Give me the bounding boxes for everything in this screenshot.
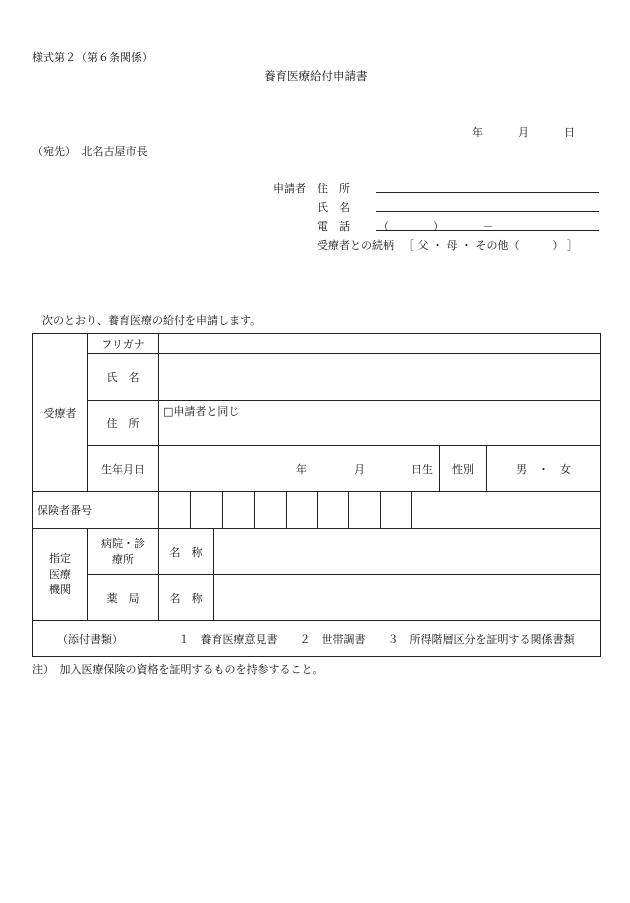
insurer-number-field[interactable] [159, 492, 601, 529]
birthdate-label: 生年月日 [88, 446, 159, 492]
hospital-name-label: 名 称 [159, 529, 214, 575]
attachments-label: （添付書類） [57, 632, 123, 646]
addressee: （宛先） 北名古屋市長 [32, 145, 148, 158]
insurer-digit-box[interactable] [159, 492, 191, 528]
applicant-address-line[interactable] [376, 192, 599, 193]
form-id: 様式第２（第６条関係） [32, 51, 153, 64]
date-day: 日 [564, 126, 575, 139]
name-field[interactable] [159, 354, 601, 401]
birth-day: 日生 [411, 462, 433, 476]
pharmacy-name-label: 名 称 [159, 575, 214, 621]
address-field[interactable] [159, 401, 601, 446]
insurer-number-label: 保険者番号 [33, 492, 159, 529]
insurer-digit-box[interactable] [191, 492, 223, 528]
applicant-phone-label: 電 話 [317, 220, 350, 233]
patient-header: 受療者 [33, 334, 88, 492]
insurer-digit-box[interactable] [349, 492, 381, 528]
sex-options[interactable]: 男 ・ 女 [487, 446, 601, 492]
furigana-label: フリガナ [88, 334, 159, 354]
sex-label: 性別 [440, 446, 487, 492]
applicant-phone-format: （ ） － [378, 220, 494, 233]
applicant-name-label: 氏 名 [317, 201, 350, 214]
name-label: 氏 名 [88, 354, 159, 401]
intro-text: 次のとおり、養育医療の給付を申請します。 [42, 314, 262, 327]
relation-options[interactable]: ［ 父 ・ 母 ・ その他（ ） ］ [403, 239, 578, 252]
same-as-applicant-checkbox[interactable]: □申請者と同じ [163, 405, 240, 418]
birthdate-field[interactable] [159, 446, 440, 492]
pharmacy-name-field[interactable] [214, 575, 601, 621]
relation-label: 受療者との続柄 [317, 239, 394, 252]
form-title: 養育医療給付申請書 [264, 69, 368, 83]
birth-month: 月 [354, 462, 365, 476]
attachments-list: １ 養育医療意見書 ２ 世帯調書 ３ 所得階層区分を証明する関係書類 [178, 632, 575, 646]
attachments-row [33, 621, 601, 657]
footnote: 注） 加入医療保険の資格を証明するものを持参すること。 [32, 663, 324, 676]
date-year: 年 [472, 126, 483, 139]
applicant-name-line[interactable] [376, 211, 599, 212]
applicant-phone-line[interactable] [376, 230, 599, 231]
insurer-digit-box[interactable] [318, 492, 349, 528]
insurer-digit-box[interactable] [223, 492, 255, 528]
applicant-label: 申請者 [273, 182, 306, 195]
hospital-label: 病院・診療所 [88, 529, 159, 575]
address-label: 住 所 [88, 401, 159, 446]
furigana-field[interactable] [159, 334, 601, 354]
date-month: 月 [518, 126, 529, 139]
insurer-digit-box[interactable] [381, 492, 412, 528]
insurer-digit-box[interactable] [255, 492, 287, 528]
birth-year: 年 [296, 462, 307, 476]
insurer-digit-box[interactable] [287, 492, 318, 528]
pharmacy-label: 薬 局 [88, 575, 159, 621]
applicant-address-label: 住 所 [317, 182, 350, 195]
application-table [32, 333, 601, 657]
designated-institution-header: 指定医療機関 [33, 529, 88, 621]
hospital-name-field[interactable] [214, 529, 601, 575]
